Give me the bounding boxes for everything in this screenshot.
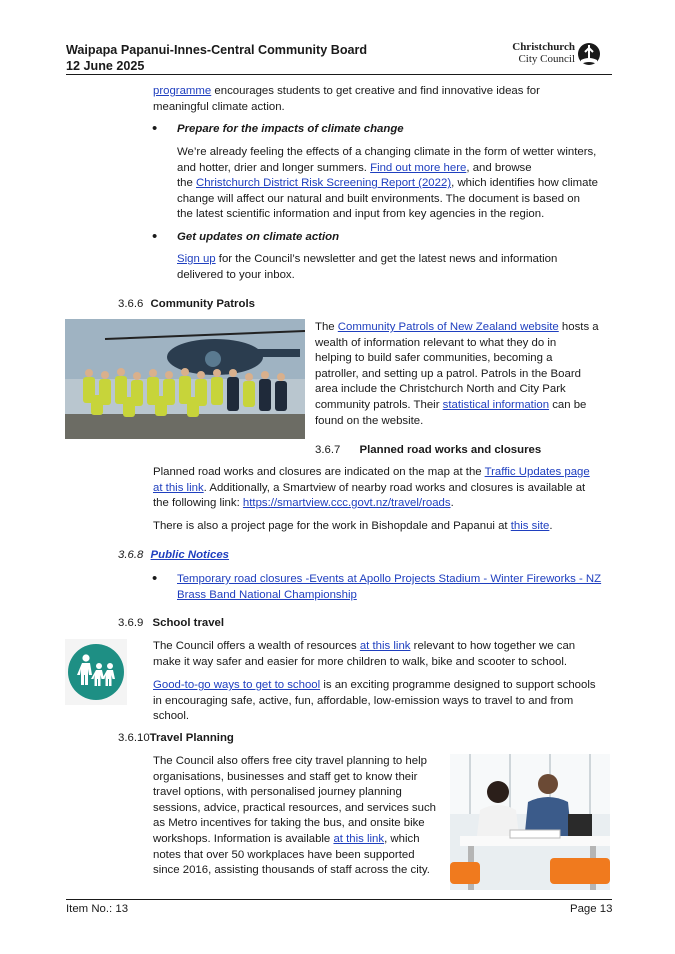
- road-closures-notice-link-cont[interactable]: Brass Band National Championship: [177, 588, 357, 601]
- travel-planning-photo: [450, 754, 610, 890]
- board-name: Waipapa Papanui-Innes-Central Community Board: [66, 43, 368, 57]
- section-number: 3.6.9: [118, 617, 144, 629]
- road-works-paragraph: Planned road works and closures are indicated on the map at the Traffic Updates page at this link. Additionally, a Smartview of nearby road works and closures is available at the following link: https://smartview.ccc.govt.nz/travel/roads.: [153, 466, 590, 510]
- section-title: Travel Planning: [149, 732, 234, 744]
- item-number: Item No.: 13: [66, 903, 129, 915]
- good-to-go-link[interactable]: Good-to-go ways to get to school: [153, 679, 321, 691]
- school-children-icon: [65, 639, 127, 705]
- community-patrols-paragraph: The Community Patrols of New Zealand website hosts a wealth of information relevant to what they do in helping to build safer communities, becoming a patroller, and setting up a patrol. Patrols in the Board area include the Christchurch North and City Park community patrols. Their statistical information can be found on the website.: [315, 321, 599, 427]
- smartview-link[interactable]: https://smartview.ccc.govt.nz/travel/roads: [242, 497, 451, 510]
- bishopdale-paragraph: There is also a project page for the work in Bishopdale and Papanui at this site.: [153, 520, 553, 532]
- school-travel-paragraph: The Council offers a wealth of resources at this link relevant to how together we can make it way safer and easier for more children to walk, bike and scooter to school.: [153, 640, 576, 668]
- climate-impacts-paragraph: We’re already feeling the effects of a changing climate in the form of wetter winters, and hotter, drier and longer summers. Find out more here, and browse the Christchurch District Risk Screening Report (2022), which identifies how climate change will affect our natural and built environments. The document is based on the latest scientific information and input from key agencies in the region.: [177, 146, 599, 221]
- christchurch-logo-icon: [577, 42, 601, 68]
- travel-planning-paragraph: The Council also offers free city travel planning to help organisations, businesses and staff get to know their travel options, with personalised journey planning sessions, advice, practical resources, and services such as Metro incentives for taking the bus, and onsite bike workshops. Information is available at this link, which notes that over 50 workplaces have been supported since 2016, assisting thousands of staff across the city.: [153, 755, 436, 877]
- council-logo: [495, 42, 615, 70]
- section-number: 3.6.7: [315, 444, 341, 456]
- community-patrols-link[interactable]: Community Patrols of New Zealand website: [337, 321, 559, 333]
- section-title: Planned road works and closures: [359, 444, 542, 456]
- logo-line1: Christchurch: [512, 41, 575, 53]
- community-patrol-photo: [65, 319, 305, 439]
- section-title: School travel: [152, 617, 225, 629]
- bullet-dot: •: [152, 228, 158, 245]
- public-notices-link[interactable]: Public Notices: [150, 549, 230, 561]
- programme-link[interactable]: programme: [153, 85, 212, 97]
- section-3-6-8-heading: [118, 548, 229, 564]
- intro-paragraph: programme encourages students to get creative and find innovative ideas for meaningful climate action.: [153, 85, 540, 113]
- good-to-go-paragraph: Good-to-go ways to get to school is an exciting programme designed to support schools in encouraging safe, active, fun, affordable, low-emission ways to travel to and from school.: [153, 679, 596, 723]
- school-resources-link[interactable]: at this link: [359, 640, 411, 652]
- section-title: Community Patrols: [150, 298, 255, 310]
- sign-up-link[interactable]: Sign up: [177, 253, 216, 265]
- section-3-6-10-heading: [118, 731, 234, 747]
- bullet-dot: •: [152, 120, 158, 137]
- section-3-6-6-heading: [118, 297, 255, 313]
- header-title: [66, 42, 367, 74]
- section-3-6-9-heading: [118, 616, 224, 632]
- bullet-dot: •: [152, 570, 158, 587]
- page-number: Page 13: [570, 903, 613, 915]
- section-number: 3.6.6: [118, 298, 144, 310]
- section-number: 3.6.10: [118, 732, 150, 744]
- logo-line2: City Council: [518, 52, 575, 65]
- this-site-link[interactable]: this site: [510, 520, 550, 532]
- climate-updates-paragraph: Sign up for the Council’s newsletter and get the latest news and information delivered to your inbox.: [177, 253, 558, 281]
- meeting-date: 12 June 2025: [66, 59, 145, 73]
- footer-rule: [66, 899, 612, 900]
- traffic-updates-link[interactable]: Traffic Updates page: [484, 466, 590, 478]
- risk-screening-report-link[interactable]: Christchurch District Risk Screening Report (2022): [196, 177, 452, 190]
- bullet-heading-climate-updates: Get updates on climate action: [177, 231, 340, 243]
- find-out-more-link[interactable]: Find out more here: [370, 161, 467, 174]
- section-number: 3.6.8: [118, 549, 144, 561]
- header-rule: [66, 74, 612, 75]
- section-3-6-7-heading: [315, 443, 541, 459]
- bullet-heading-climate-impacts: Prepare for the impacts of climate change: [177, 123, 404, 135]
- road-closures-notice-link[interactable]: Temporary road closures -Events at Apollo Projects Stadium - Winter Fireworks - NZ: [177, 573, 602, 585]
- public-notice-item: [177, 572, 617, 603]
- statistical-information-link[interactable]: statistical information: [442, 398, 550, 411]
- travel-planning-link[interactable]: at this link: [333, 832, 385, 845]
- traffic-updates-link-cont[interactable]: at this link: [153, 481, 204, 494]
